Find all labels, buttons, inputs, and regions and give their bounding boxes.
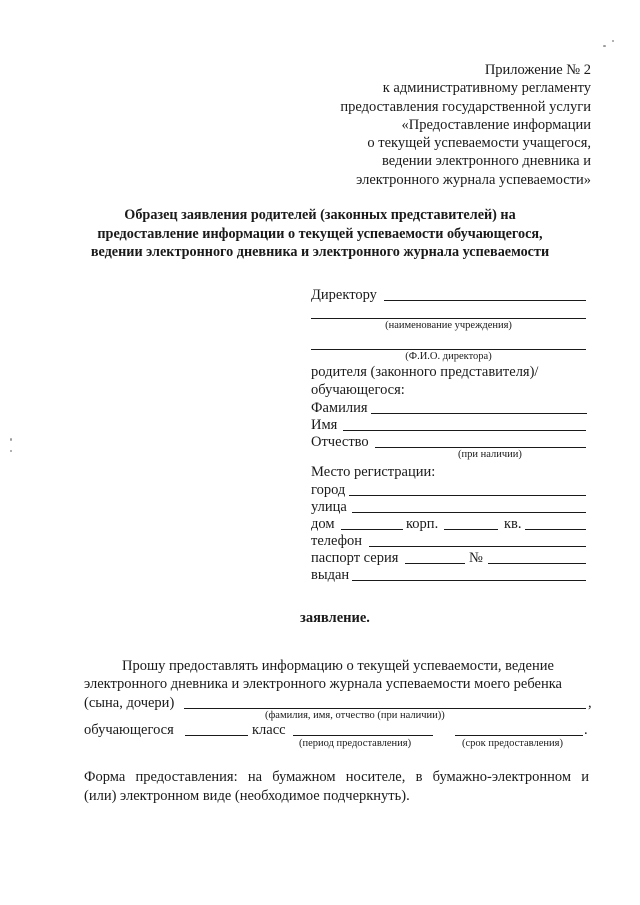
director-name-hint: (Ф.И.О. директора) [405, 351, 492, 362]
name-label: Имя [311, 417, 338, 433]
patronymic-label: Отчество [311, 434, 369, 450]
phone-field[interactable] [369, 546, 586, 547]
appendix-line: электронного журнала успеваемости» [356, 171, 591, 188]
scan-speck [603, 45, 606, 47]
director-field[interactable] [384, 300, 586, 301]
apartment-field[interactable] [525, 529, 586, 530]
appendix-line: о текущей успеваемости учащегося, [367, 135, 591, 152]
statement-line: электронного дневника и электронного журнала успеваемости моего ребенка [84, 676, 562, 692]
director-label: Директору [311, 287, 377, 303]
city-field[interactable] [349, 495, 586, 496]
child-comma: , [588, 695, 592, 711]
institution-field[interactable] [311, 318, 586, 319]
title-line: Образец заявления родителей (законных представителей) на [124, 207, 516, 223]
apartment-label: кв. [504, 516, 522, 532]
issued-label: выдан [311, 567, 350, 583]
appendix-line: ведении электронного дневника и [381, 153, 591, 170]
patronymic-field[interactable] [375, 447, 586, 448]
registration-label: Место регистрации: [311, 464, 436, 480]
appendix-line: Приложение № 2 [484, 62, 591, 78]
parent-label: родителя (законного представителя)/ [311, 364, 539, 380]
class-label: класс [252, 722, 286, 738]
surname-label: Фамилия [311, 400, 368, 416]
statement-heading: заявление. [300, 610, 370, 626]
appendix-line: к административному регламенту [382, 80, 591, 97]
provision-line: Форма предоставления: на бумажном носителе, в бумажно-электронном и [84, 769, 589, 785]
scan-speck [612, 40, 614, 42]
street-field[interactable] [352, 512, 586, 513]
title-line: ведении электронного дневника и электронного журнала успеваемости [90, 244, 550, 260]
term-field[interactable] [455, 735, 583, 736]
title-line: предоставление информации о текущей успеваемости обучающегося, [97, 225, 543, 242]
institution-hint: (наименование учреждения) [385, 320, 512, 331]
passport-number-label: № [469, 550, 483, 566]
building-field[interactable] [444, 529, 498, 530]
city-label: город [311, 482, 346, 498]
student-label: обучающегося: [311, 382, 405, 398]
issued-field[interactable] [352, 580, 586, 581]
passport-series-label: паспорт серия [311, 550, 399, 566]
appendix-line: «Предоставление информации [401, 116, 591, 133]
child-name-field[interactable] [184, 708, 586, 709]
passport-series-field[interactable] [405, 563, 465, 564]
scan-speck [10, 438, 12, 441]
appendix-line: предоставления государственной услуги [340, 98, 591, 115]
house-field[interactable] [341, 529, 403, 530]
provision-line: (или) электронном виде (необходимое подчеркнуть). [84, 788, 410, 804]
period-field[interactable] [293, 735, 433, 736]
child-label: (сына, дочери) [84, 695, 175, 711]
passport-number-field[interactable] [488, 563, 586, 564]
scan-speck [10, 450, 12, 452]
statement-line: Прошу предоставлять информацию о текущей успеваемости, ведение [122, 658, 554, 674]
class-number-field[interactable] [185, 735, 248, 736]
student-class-label: обучающегося [84, 722, 174, 738]
period-hint: (период предоставления) [299, 738, 412, 749]
street-label: улица [311, 499, 347, 515]
surname-field[interactable] [371, 413, 587, 414]
term-hint: (срок предоставления) [462, 738, 563, 749]
appendix-block [340, 61, 591, 189]
house-label: дом [311, 516, 335, 532]
building-label: корп. [406, 516, 439, 532]
director-name-field[interactable] [311, 349, 586, 350]
name-field[interactable] [343, 430, 586, 431]
statement-body [84, 657, 589, 676]
child-name-hint: (фамилия, имя, отчество (при наличии)) [265, 710, 445, 721]
period-dot: . [584, 722, 588, 738]
patronymic-hint: (при наличии) [458, 449, 522, 460]
phone-label: телефон [311, 533, 363, 549]
document-title [0, 206, 640, 262]
